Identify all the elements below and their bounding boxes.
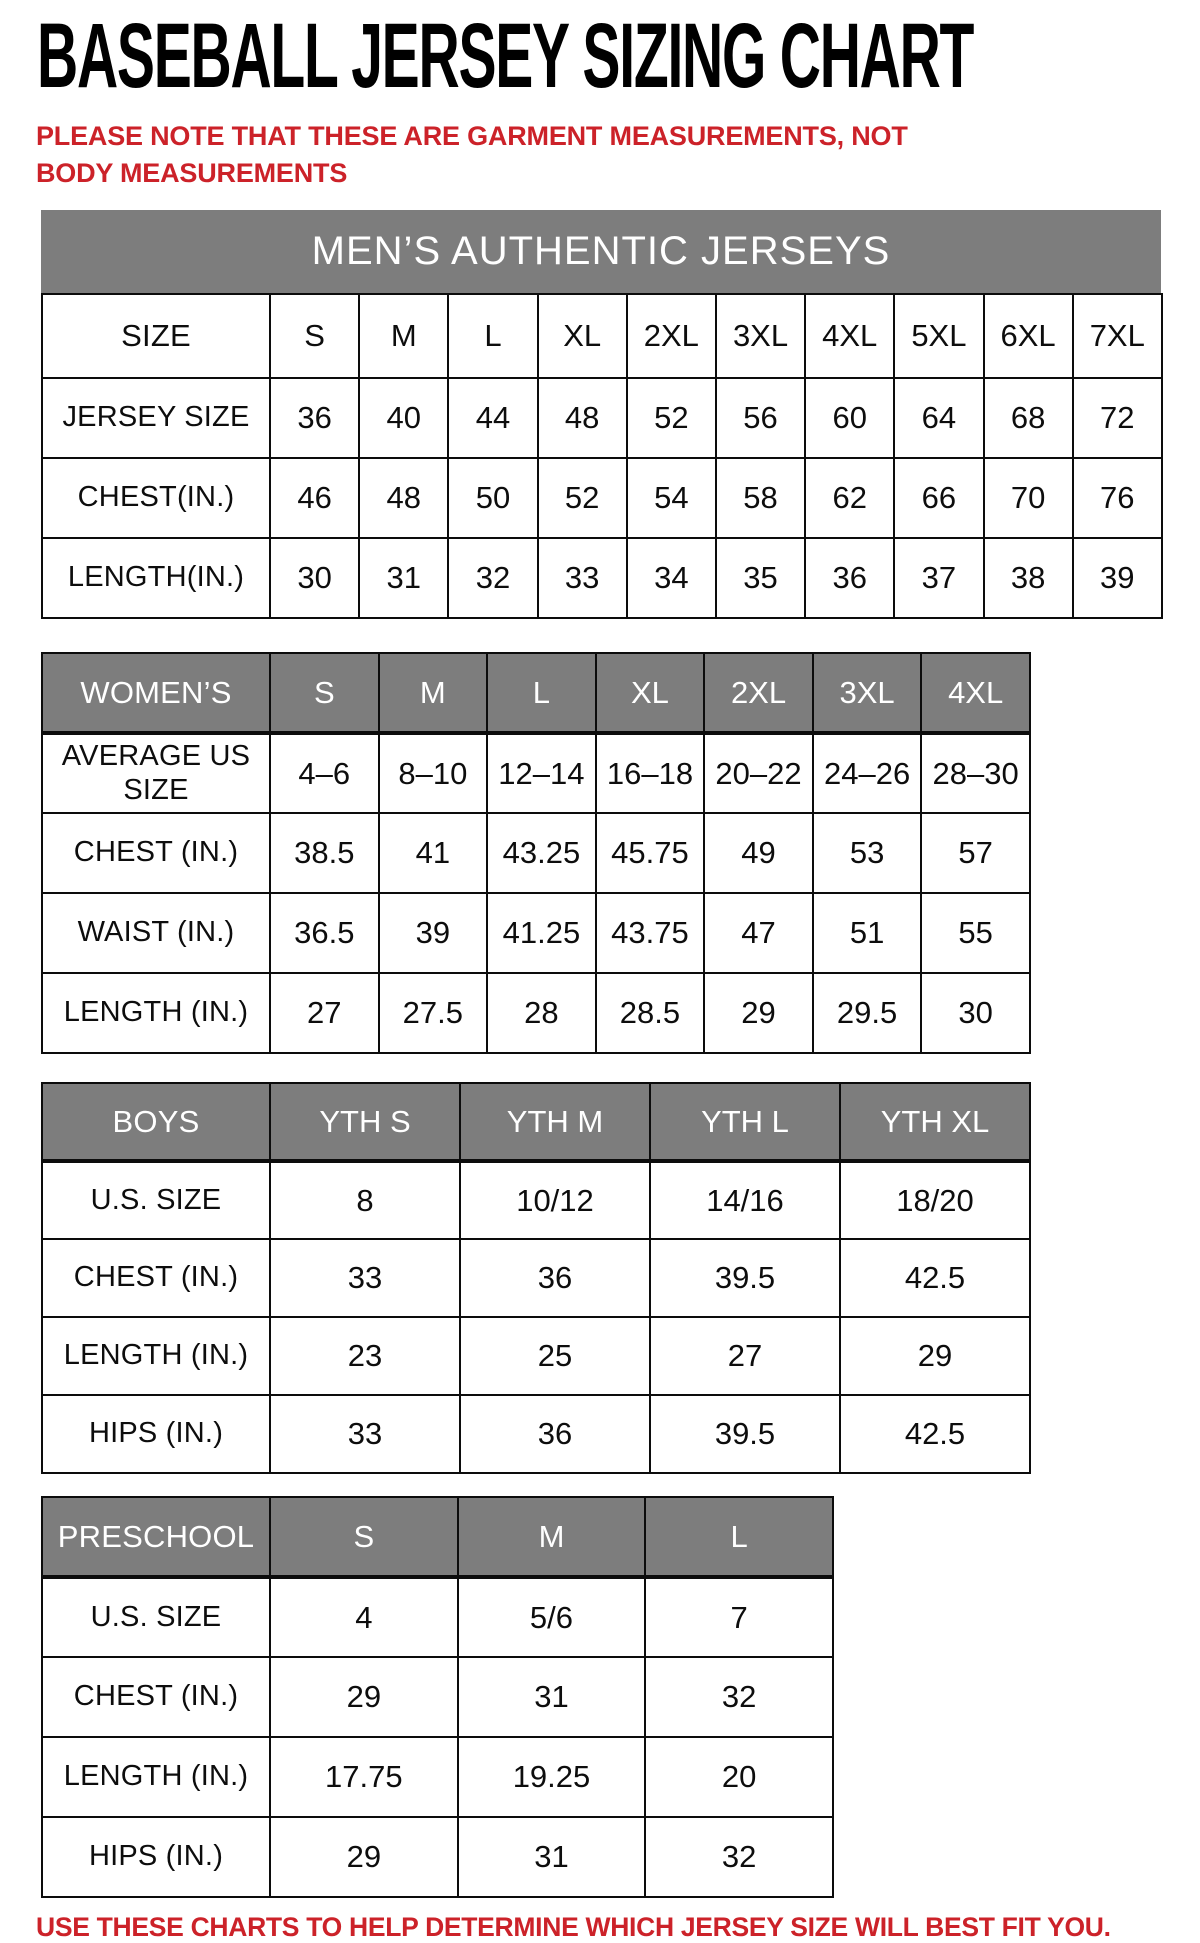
boys-column-header-1: YTH M xyxy=(460,1083,650,1161)
mens-value-cell: 76 xyxy=(1073,458,1162,538)
mens-column-header-0: S xyxy=(270,294,359,378)
mens-value-cell: 68 xyxy=(984,378,1073,458)
preschool-value-cell: 4 xyxy=(270,1577,458,1657)
mens-value-cell: 31 xyxy=(359,538,448,618)
mens-value-cell: 48 xyxy=(359,458,448,538)
preschool-value-cell: 29 xyxy=(270,1657,458,1737)
boys-column-header-3: YTH XL xyxy=(840,1083,1030,1161)
boys-value-cell: 39.5 xyxy=(650,1395,840,1473)
womens-value-cell: 51 xyxy=(813,893,922,973)
womens-value-cell: 43.25 xyxy=(487,813,596,893)
mens-value-cell: 38 xyxy=(984,538,1073,618)
mens-value-cell: 64 xyxy=(894,378,983,458)
mens-value-cell: 37 xyxy=(894,538,983,618)
boys-size-grid xyxy=(41,1082,1031,1474)
mens-value-cell: 34 xyxy=(627,538,716,618)
preschool-value-cell: 29 xyxy=(270,1817,458,1897)
mens-column-header-6: 4XL xyxy=(805,294,894,378)
mens-row-label-1: CHEST(IN.) xyxy=(42,458,270,538)
preschool-column-header-1: M xyxy=(458,1497,646,1577)
mens-value-cell: 62 xyxy=(805,458,894,538)
womens-column-header-4: 2XL xyxy=(704,653,813,733)
preschool-value-cell: 32 xyxy=(645,1657,833,1737)
womens-column-header-1: M xyxy=(379,653,488,733)
preschool-header-row xyxy=(42,1497,833,1577)
boys-column-header-0: YTH S xyxy=(270,1083,460,1161)
preschool-value-cell: 20 xyxy=(645,1737,833,1817)
preschool-value-cell: 7 xyxy=(645,1577,833,1657)
boys-value-cell: 25 xyxy=(460,1317,650,1395)
boys-row-label-0: U.S. SIZE xyxy=(42,1161,270,1239)
mens-column-header-8: 6XL xyxy=(984,294,1073,378)
mens-row-label-2: LENGTH(IN.) xyxy=(42,538,270,618)
boys-row-2 xyxy=(42,1317,1030,1395)
boys-value-cell: 23 xyxy=(270,1317,460,1395)
mens-value-cell: 66 xyxy=(894,458,983,538)
preschool-value-cell: 5/6 xyxy=(458,1577,646,1657)
mens-value-cell: 33 xyxy=(538,538,627,618)
preschool-header-label: PRESCHOOL xyxy=(42,1497,270,1577)
boys-value-cell: 14/16 xyxy=(650,1161,840,1239)
womens-column-header-0: S xyxy=(270,653,379,733)
womens-header-row xyxy=(42,653,1030,733)
mens-value-cell: 52 xyxy=(627,378,716,458)
footer-note: USE THESE CHARTS TO HELP DETERMINE WHICH JERSEY SIZE WILL BEST FIT YOU. xyxy=(36,1912,1111,1942)
mens-value-cell: 36 xyxy=(805,538,894,618)
boys-value-cell: 33 xyxy=(270,1395,460,1473)
womens-value-cell: 12–14 xyxy=(487,733,596,813)
mens-column-header-2: L xyxy=(448,294,537,378)
womens-column-header-5: 3XL xyxy=(813,653,922,733)
mens-value-cell: 35 xyxy=(716,538,805,618)
mens-value-cell: 46 xyxy=(270,458,359,538)
womens-row-1 xyxy=(42,813,1030,893)
boys-value-cell: 18/20 xyxy=(840,1161,1030,1239)
womens-value-cell: 38.5 xyxy=(270,813,379,893)
preschool-row-label-1: CHEST (IN.) xyxy=(42,1657,270,1737)
mens-value-cell: 48 xyxy=(538,378,627,458)
womens-value-cell: 43.75 xyxy=(596,893,705,973)
womens-row-label-1: CHEST (IN.) xyxy=(42,813,270,893)
womens-value-cell: 47 xyxy=(704,893,813,973)
womens-row-3 xyxy=(42,973,1030,1053)
boys-row-label-2: LENGTH (IN.) xyxy=(42,1317,270,1395)
boys-row-0 xyxy=(42,1161,1030,1239)
preschool-value-cell: 19.25 xyxy=(458,1737,646,1817)
preschool-value-cell: 31 xyxy=(458,1657,646,1737)
womens-row-label-0: AVERAGE US SIZE xyxy=(42,733,270,813)
boys-header-row xyxy=(42,1083,1030,1161)
mens-column-header-5: 3XL xyxy=(716,294,805,378)
mens-value-cell: 56 xyxy=(716,378,805,458)
womens-value-cell: 27.5 xyxy=(379,973,488,1053)
mens-size-grid xyxy=(41,293,1163,619)
mens-header-row xyxy=(42,294,1162,378)
page-title: BASEBALL JERSEY SIZING CHART xyxy=(37,5,974,107)
womens-row-label-2: WAIST (IN.) xyxy=(42,893,270,973)
mens-row-label-0: JERSEY SIZE xyxy=(42,378,270,458)
boys-value-cell: 33 xyxy=(270,1239,460,1317)
womens-value-cell: 16–18 xyxy=(596,733,705,813)
womens-value-cell: 27 xyxy=(270,973,379,1053)
womens-column-header-3: XL xyxy=(596,653,705,733)
boys-value-cell: 42.5 xyxy=(840,1395,1030,1473)
preschool-value-cell: 17.75 xyxy=(270,1737,458,1817)
womens-value-cell: 24–26 xyxy=(813,733,922,813)
preschool-size-grid xyxy=(41,1496,834,1898)
preschool-row-0 xyxy=(42,1577,833,1657)
mens-value-cell: 50 xyxy=(448,458,537,538)
sizing-table-boys xyxy=(41,1082,1200,1474)
mens-value-cell: 72 xyxy=(1073,378,1162,458)
mens-column-header-7: 5XL xyxy=(894,294,983,378)
sizing-table-preschool xyxy=(41,1496,1200,1898)
mens-row-2 xyxy=(42,538,1162,618)
mens-row-0 xyxy=(42,378,1162,458)
womens-value-cell: 29 xyxy=(704,973,813,1053)
womens-value-cell: 55 xyxy=(921,893,1030,973)
preschool-row-label-0: U.S. SIZE xyxy=(42,1577,270,1657)
preschool-value-cell: 32 xyxy=(645,1817,833,1897)
mens-value-cell: 54 xyxy=(627,458,716,538)
boys-value-cell: 27 xyxy=(650,1317,840,1395)
preschool-value-cell: 31 xyxy=(458,1817,646,1897)
womens-row-2 xyxy=(42,893,1030,973)
mens-column-header-9: 7XL xyxy=(1073,294,1162,378)
womens-size-grid xyxy=(41,652,1031,1054)
womens-row-0 xyxy=(42,733,1030,813)
boys-value-cell: 42.5 xyxy=(840,1239,1030,1317)
boys-row-1 xyxy=(42,1239,1030,1317)
mens-value-cell: 58 xyxy=(716,458,805,538)
womens-value-cell: 8–10 xyxy=(379,733,488,813)
boys-value-cell: 36 xyxy=(460,1395,650,1473)
preschool-row-1 xyxy=(42,1657,833,1737)
womens-value-cell: 28.5 xyxy=(596,973,705,1053)
boys-value-cell: 36 xyxy=(460,1239,650,1317)
womens-value-cell: 41 xyxy=(379,813,488,893)
boys-row-label-3: HIPS (IN.) xyxy=(42,1395,270,1473)
womens-value-cell: 28 xyxy=(487,973,596,1053)
boys-value-cell: 29 xyxy=(840,1317,1030,1395)
womens-column-header-6: 4XL xyxy=(921,653,1030,733)
mens-column-header-4: 2XL xyxy=(627,294,716,378)
womens-header-label: WOMEN’S xyxy=(42,653,270,733)
womens-value-cell: 49 xyxy=(704,813,813,893)
preschool-column-header-2: L xyxy=(645,1497,833,1577)
womens-value-cell: 28–30 xyxy=(921,733,1030,813)
sizing-table-mens xyxy=(41,210,1200,619)
preschool-row-2 xyxy=(42,1737,833,1817)
womens-value-cell: 45.75 xyxy=(596,813,705,893)
preschool-row-label-3: HIPS (IN.) xyxy=(42,1817,270,1897)
womens-column-header-2: L xyxy=(487,653,596,733)
mens-value-cell: 52 xyxy=(538,458,627,538)
womens-value-cell: 30 xyxy=(921,973,1030,1053)
boys-row-label-1: CHEST (IN.) xyxy=(42,1239,270,1317)
boys-value-cell: 8 xyxy=(270,1161,460,1239)
garment-measurements-note: PLEASE NOTE THAT THESE ARE GARMENT MEASUREMENTS, NOT BODY MEASUREMENTS xyxy=(36,121,908,188)
womens-value-cell: 36.5 xyxy=(270,893,379,973)
preschool-row-label-2: LENGTH (IN.) xyxy=(42,1737,270,1817)
womens-value-cell: 29.5 xyxy=(813,973,922,1053)
womens-value-cell: 57 xyxy=(921,813,1030,893)
mens-value-cell: 30 xyxy=(270,538,359,618)
boys-header-label: BOYS xyxy=(42,1083,270,1161)
boys-column-header-2: YTH L xyxy=(650,1083,840,1161)
mens-banner: MEN’S AUTHENTIC JERSEYS xyxy=(41,210,1161,293)
womens-value-cell: 20–22 xyxy=(704,733,813,813)
preschool-row-3 xyxy=(42,1817,833,1897)
sizing-tables xyxy=(41,210,1200,1898)
womens-value-cell: 4–6 xyxy=(270,733,379,813)
mens-value-cell: 32 xyxy=(448,538,537,618)
sizing-table-womens xyxy=(41,652,1200,1054)
mens-row-1 xyxy=(42,458,1162,538)
mens-column-header-3: XL xyxy=(538,294,627,378)
mens-value-cell: 40 xyxy=(359,378,448,458)
boys-value-cell: 10/12 xyxy=(460,1161,650,1239)
womens-row-label-3: LENGTH (IN.) xyxy=(42,973,270,1053)
womens-value-cell: 39 xyxy=(379,893,488,973)
mens-header-label: SIZE xyxy=(42,294,270,378)
mens-value-cell: 39 xyxy=(1073,538,1162,618)
boys-row-3 xyxy=(42,1395,1030,1473)
womens-value-cell: 41.25 xyxy=(487,893,596,973)
mens-value-cell: 44 xyxy=(448,378,537,458)
mens-value-cell: 36 xyxy=(270,378,359,458)
mens-column-header-1: M xyxy=(359,294,448,378)
preschool-column-header-0: S xyxy=(270,1497,458,1577)
mens-value-cell: 70 xyxy=(984,458,1073,538)
boys-value-cell: 39.5 xyxy=(650,1239,840,1317)
mens-value-cell: 60 xyxy=(805,378,894,458)
womens-value-cell: 53 xyxy=(813,813,922,893)
